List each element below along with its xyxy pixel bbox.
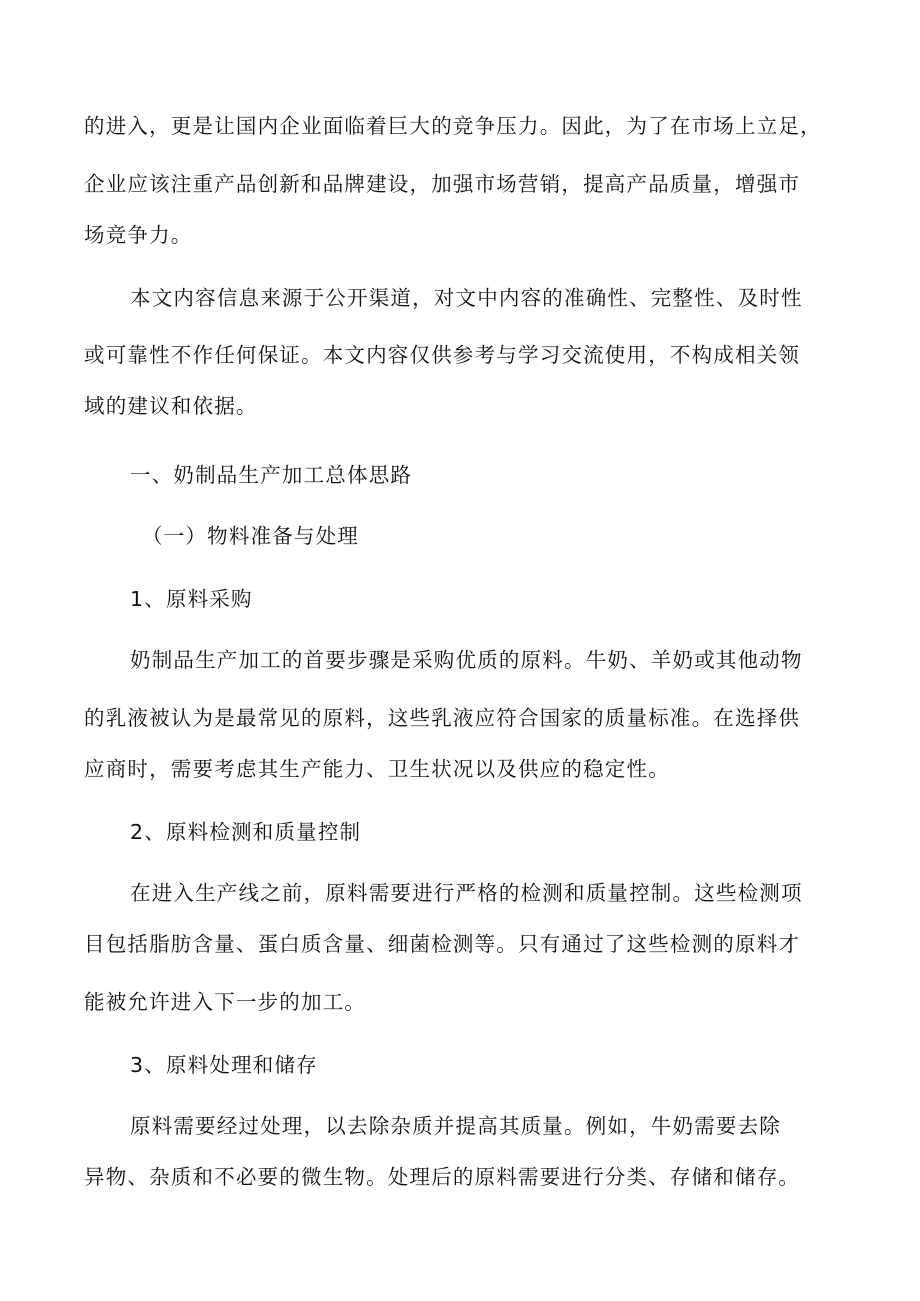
section-2-line-1: 在进入生产线之前，原料需要进行严格的检测和质量控制。这些检测项 xyxy=(130,881,803,905)
section-2-title: 2、原料检测和质量控制 xyxy=(130,820,362,844)
intro-line-2: 企业应该注重产品创新和品牌建设，加强市场营销，提高产品质量，增强市 xyxy=(84,172,801,196)
disclaimer-line-2: 或可靠性不作任何保证。本文内容仅供参考与学习交流使用，不构成相关领 xyxy=(84,343,801,367)
heading-level-1: 一、奶制品生产加工总体思路 xyxy=(130,463,413,487)
intro-line-1: 的进入，更是让国内企业面临着巨大的竞争压力。因此，为了在市场上立足， xyxy=(84,114,822,138)
section-1-line-2: 的乳液被认为是最常见的原料，这些乳液应符合国家的质量标准。在选择供 xyxy=(84,706,801,730)
section-1-line-3: 应商时，需要考虑其生产能力、卫生状况以及供应的稳定性。 xyxy=(84,757,670,781)
intro-line-3: 场竞争力。 xyxy=(84,223,193,247)
section-1-line-1: 奶制品生产加工的首要步骤是采购优质的原料。牛奶、羊奶或其他动物 xyxy=(130,648,803,672)
section-2-line-3: 能被允许进入下一步的加工。 xyxy=(84,990,367,1014)
disclaimer-line-1: 本文内容信息来源于公开渠道，对文中内容的准确性、完整性、及时性 xyxy=(130,286,803,310)
section-3-line-1: 原料需要经过处理，以去除杂质并提高其质量。例如，牛奶需要去除 xyxy=(130,1114,781,1138)
heading-level-2: （一）物料准备与处理 xyxy=(142,524,359,548)
disclaimer-line-3: 域的建议和依据。 xyxy=(84,394,258,418)
section-3-title: 3、原料处理和储存 xyxy=(130,1053,318,1077)
section-2-line-2: 目包括脂肪含量、蛋白质含量、细菌检测等。只有通过了这些检测的原料才 xyxy=(84,932,801,956)
section-3-line-2: 异物、杂质和不必要的微生物。处理后的原料需要进行分类、存储和储存。 xyxy=(84,1165,801,1189)
section-1-title: 1、原料采购 xyxy=(130,587,253,611)
